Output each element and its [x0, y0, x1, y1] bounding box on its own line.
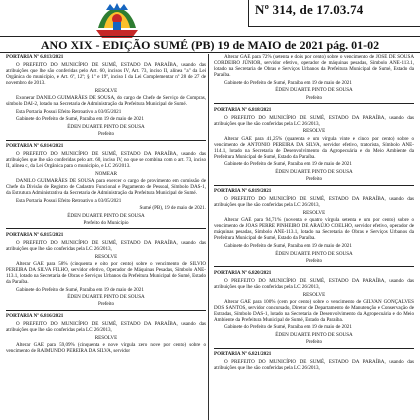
centered-line: RESOLVE [302, 291, 326, 298]
centered-line: ÉDEN DUARTE PINTO DE SOUSA [275, 332, 353, 339]
section-divider [214, 185, 414, 186]
centered-line: Prefeito [305, 257, 323, 264]
centered-line: RESOLVE [94, 335, 118, 342]
portaria-title: PORTARIA Nº 6.820/2021 [214, 269, 272, 276]
section-divider [214, 103, 414, 104]
section-divider [6, 140, 206, 141]
paragraph: O PREFEITO DO MUNICÍPIO DE SUMÉ, ESTADO DA PARAÍBA, usando das atribuições que lhe são conferidas pelo art. 60, inciso IV, no que se combina com o art. 73, inciso II, alínea c, da Lei Orgânica para o município, e LC 26/2013. [6, 151, 206, 170]
centered-line: ÉDEN DUARTE PINTO DE SOUSA [67, 212, 145, 219]
centered-line: Prefeito [305, 94, 323, 101]
centered-line: RESOLVE [94, 87, 118, 94]
portaria-title: PORTARIA Nº 6.816/2021 [6, 313, 64, 320]
centered-line: RESOLVE [302, 209, 326, 216]
portaria-title: PORTARIA Nº 6.814/2021 [6, 143, 64, 150]
paragraph: O PREFEITO DO MUNICÍPIO DE SUMÉ, ESTADO DA PARAÍBA, usando das atribuições que lhe são conferidas pela LC 26/2013, [214, 196, 414, 209]
centered-line: ÉDEN DUARTE PINTO DE SOUSA [275, 87, 353, 94]
paragraph: Gabinete do Prefeito de Sumé, Paraíba em 19 de maio de 2021 [224, 242, 352, 249]
paragraph: Gabinete do Prefeito de Sumé, Paraíba em 19 de maio de 2021 [16, 286, 144, 293]
section-divider [214, 348, 414, 349]
centered-line: Prefeito [305, 176, 323, 183]
centered-line: ÉDEN DUARTE PINTO DE SOUSA [275, 169, 353, 175]
paragraph: Gabinete do Prefeito de Sumé, Paraíba em 19 de maio de 2021 [224, 79, 352, 86]
law-number: Nº 314, de 17.03.74 [255, 2, 364, 17]
edition-rule [0, 52, 420, 53]
centered-line: NOMEAR [94, 171, 118, 177]
centered-line: ÉDEN DUARTE PINTO DE SOUSA [275, 250, 353, 257]
paragraph: Alterar GAE para 72% (setenta e dois por cento) sobre o vencimento de JOSÉ DE SOUSA CORDEIRO JÚNIOR, servidor efetivo, operador de máquinas pesadas, Símbolo ANE-113.1, lotado na Secretaria de Obras e Serviços Urbanos da Prefeitura Municipal de Sumé, Estado da Paraíba. [214, 54, 414, 79]
centered-line: Prefeito [305, 339, 323, 346]
centered-line: RESOLVE [302, 128, 326, 135]
centered-line: RESOLVE [94, 253, 118, 260]
left-column [6, 54, 206, 420]
paragraph: Esta Portaria Possui Efeito Retroativo a 03/05/2021 [16, 108, 122, 115]
paragraph: Alterar GAE para 58% (cinquenta e oito por cento) sobre o vencimento de SILVIO PEREIRA DA SILVA FILHO, servidor efetivo, Operador de Máquinas Pesadas, Símbolo ANE-113.1, lotado na Secretaria de Obras e Serviços Urbanos da Prefeitura Municipal de Sumé, Estado da Paraíba. [6, 260, 206, 285]
paragraph: O PREFEITO DO MUNICÍPIO DE SUMÉ, ESTADO DA PARAÍBA, usando das atribuições que lhe são conferidas pela LC 26/2013, [214, 359, 414, 372]
right-column [214, 54, 414, 420]
centered-line: ÉDEN DUARTE PINTO DE SOUSA [67, 294, 145, 301]
section-divider [6, 228, 206, 229]
paragraph: O PREFEITO DO MUNICÍPIO DE SUMÉ, ESTADO DA PARAÍBA, usando das atribuições que lhe são conferidas pela LC 26/2013, [214, 277, 414, 290]
paragraph: Alterar GAE para 94,71% (noventa e quatro vírgula setenta e um por cento) sobre o vencimento de JOAS PERRE PINHEIRO DE ARAÚJO COELHO, servidor efetivo, operador de máquinas pesadas, Símbolo ANE-113.1, lotado na Secretaria de Obras e Serviços Urbanos da Prefeitura Municipal de Sumé, Estado da Paraíba. [214, 217, 414, 242]
paragraph: O PREFEITO DO MUNICÍPIO DE SUMÉ, ESTADO DA PARAÍBA, usando das atribuições que lhe são conferidas pela LC 26/2013, [6, 239, 206, 252]
top-rule [0, 36, 420, 37]
portaria-title: PORTARIA Nº 6.818/2021 [214, 106, 272, 113]
portaria-title: PORTARIA Nº 6.819/2021 [214, 188, 272, 195]
centered-line: Prefeito [97, 301, 115, 308]
portaria-title: PORTARIA Nº 6.813/2021 [6, 54, 64, 60]
masthead [0, 0, 420, 52]
paragraph: Gabinete do Prefeito de Sumé, Paraíba em 19 de maio de 2021 [224, 161, 352, 168]
paragraph: Alterar GAE para 59,09% (cinquenta e nove vírgula zero nove por cento) sobre o vencimento de RAIMUNDO PEREIRA DA SILVA, servidor [6, 342, 206, 355]
columns [0, 54, 420, 420]
portaria-title: PORTARIA Nº 6.821/2021 [214, 351, 272, 358]
paragraph: O PREFEITO DO MUNICÍPIO DE SUMÉ, ESTADO DA PARAÍBA, usando das atribuições que lhe são conferidas pela LC 26/2013, [214, 114, 414, 127]
portaria-title: PORTARIA Nº 6.815/2021 [6, 231, 64, 238]
paragraph: Esta Portaria Possui Efeito Retroativo a 03/05/2021 [16, 197, 122, 204]
column-divider [208, 54, 209, 420]
paragraph: Alterar GAE para 41,25% (quarenta e um vírgula vinte e cinco por cento) sobre o vencimento de ANTONIO PEREIRA DA SILVA, servidor efetivo, tratorista, Símbolo ANE-114.1, lotado na Secretaria de Desenvolvimento da Agropecuária e do Meio Ambiente da Prefeitura Municipal de Sumé, Estado da Paraíba. [214, 135, 414, 160]
paragraph: Alterar GAE para 100% (cem por cento) sobre o vencimento de GILVAN GONÇALVES DOS SANTOS, servidor concursado, Diretor de Departamento de Manutenção e Conservação de Estradas, Símbolo DAS-1, lotado na Secretaria de Desenvolvimento da Agropecuária e do Meio Ambiente da Prefeitura Municipal de Sumé, Estado da Paraíba. [214, 298, 414, 323]
centered-line: ÉDEN DUARTE PINTO DE SOUSA [67, 123, 145, 130]
law-reference-box [248, 0, 420, 27]
paragraph: Gabinete do Prefeito de Sumé, Paraíba em 19 de maio de 2021 [16, 116, 144, 123]
centered-line: Prefeito do Município [83, 219, 129, 226]
edition-line: ANO XIX - EDIÇÃO SUMÉ (PB) 19 de MAIO de 2021 pág. 01-02 [40, 38, 380, 52]
centered-line: Prefeito [97, 131, 115, 138]
section-divider [214, 266, 414, 267]
paragraph: Gabinete do Prefeito de Sumé, Paraíba em 19 de maio de 2021 [224, 324, 352, 331]
paragraph: O PREFEITO DO MUNICÍPIO DE SUMÉ, ESTADO DA PARAÍBA, usando das atribuições que lhe são conferidas pela LC 26/2013, [6, 321, 206, 334]
section-divider [6, 310, 206, 311]
dateline: Sumé (PB), 19 de maio de 2021. [139, 205, 206, 212]
paragraph: Exonerar DANILO GUIMARÃES DE SOUSA, do cargo de Chefe de Serviço de Compras, símbolo DAI-2, lotado na Secretaria de Administração da Prefeitura Municipal de Sumé. [6, 95, 206, 108]
paragraph: DANILO GUIMARÃES DE SOUSA para exercer o cargo de provimento em comissão de Chefe da Divisão de Registro de Cadastro Funcional e Pagamento de Pessoal, Símbolo DAS-1, da Estrutura Administrativa da Secretaria de Administração da Prefeitura Municipal de Sumé. [6, 178, 206, 197]
paragraph: O PREFEITO DO MUNICÍPIO DE SUMÉ, ESTADO DA PARAÍBA, usando das atribuições que lhe são conferidas pelo Art. 60, incisos IV, Art. 73, inciso II, alínea "a" da Lei Orgânica do município, e Art. 6º, 12º; § 1º e 19º, inciso I da Lei Complementar nº 28 de 27 de novembro de 2013. [6, 62, 206, 87]
